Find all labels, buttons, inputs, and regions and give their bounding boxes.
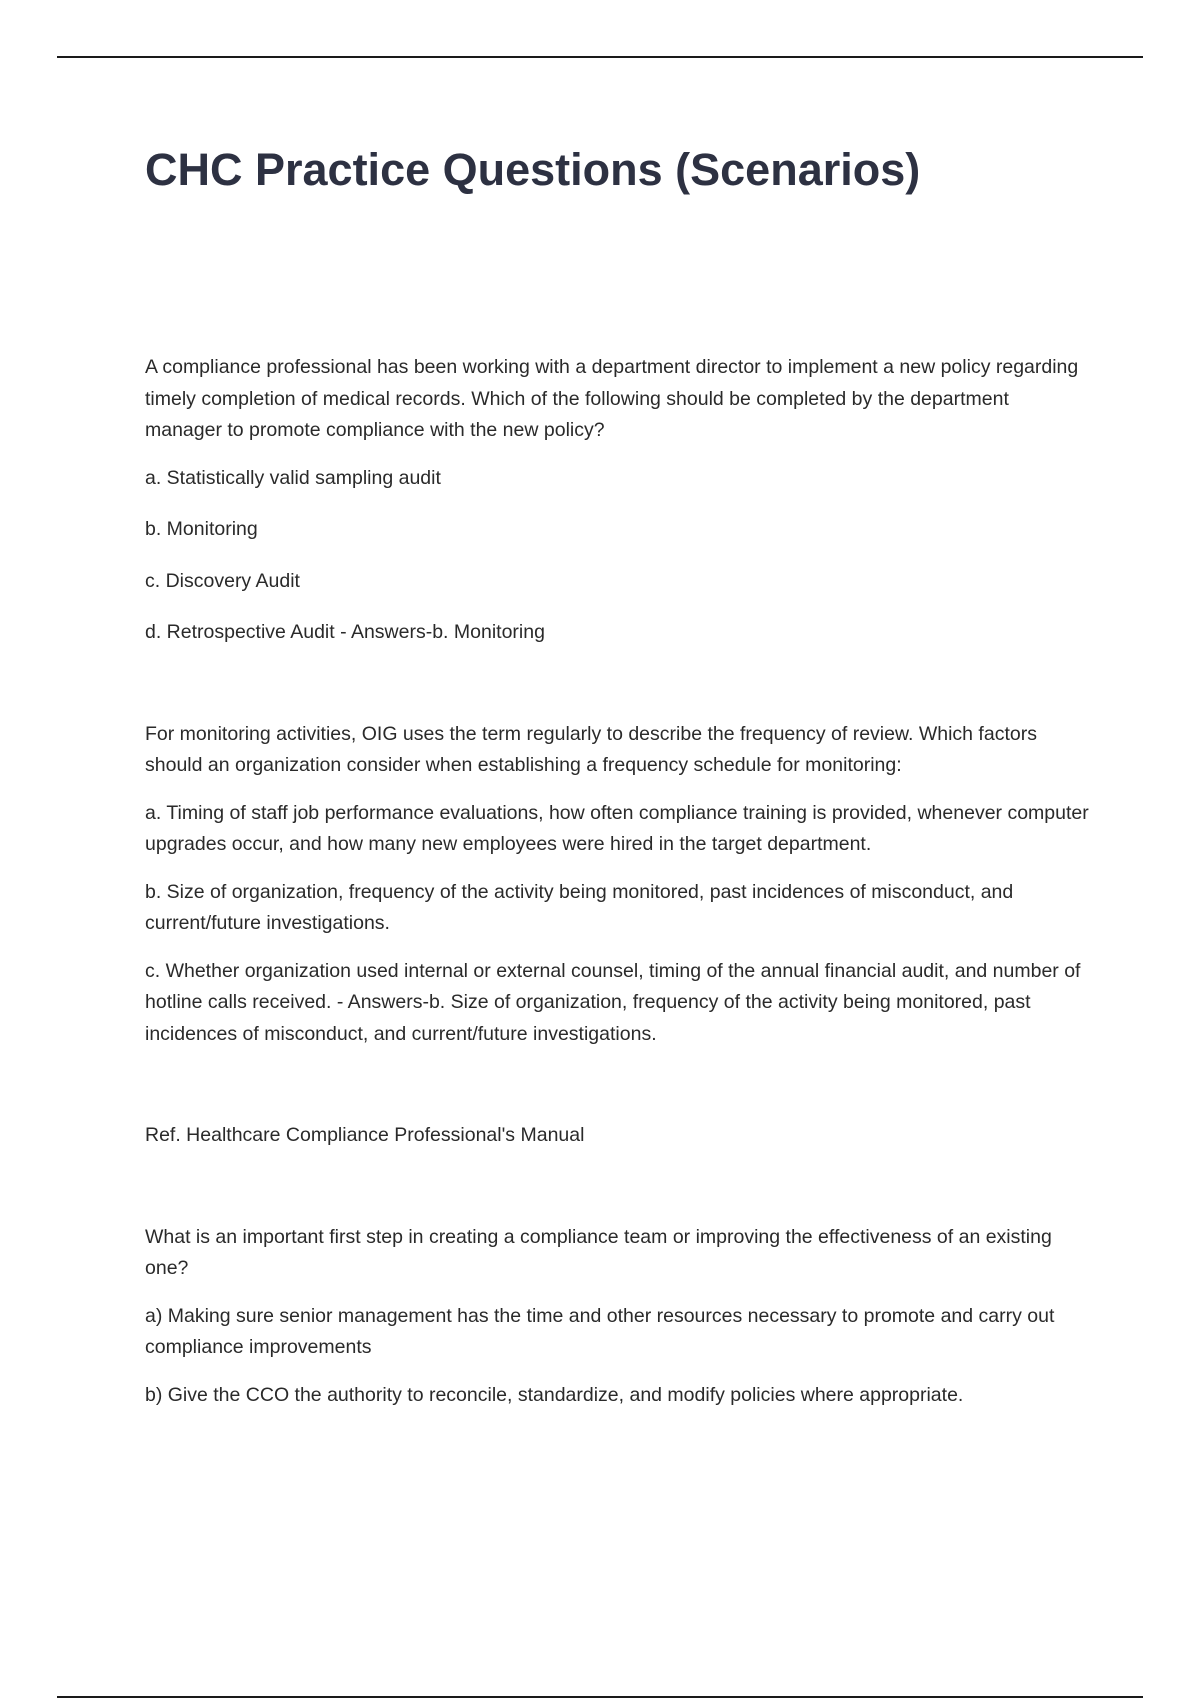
question-block-2: [145, 719, 1090, 1051]
answer-option: c. Discovery Audit: [145, 569, 300, 592]
header-rule: [57, 56, 1143, 58]
page-title: CHC Practice Questions (Scenarios): [145, 144, 921, 195]
answer-option: a) Making sure senior management has the time and other resources necessary to promote and carry out compliance improvements: [145, 1304, 1055, 1358]
reference-text: Ref. Healthcare Compliance Professional's Manual: [145, 1124, 585, 1146]
question-stem: A compliance professional has been working with a department director to implement a new policy regarding timely completion of medical records. Which of the following should be completed by the department manager to promote compliance with the new policy?: [145, 356, 1079, 441]
question-stem: What is an important first step in creating a compliance team or improving the effectiveness of an existing one?: [145, 1225, 1052, 1279]
answer-option: b. Monitoring: [145, 518, 258, 540]
question-block-3: [145, 1222, 1090, 1412]
answer-option: d. Retrospective Audit - Answers-b. Monitoring: [145, 621, 545, 643]
document-body: [145, 352, 1090, 1411]
answer-option: a. Timing of staff job performance evaluations, how often compliance training is provided, whenever computer upgrades occur, and how many new employees were hired in the target department.: [145, 801, 1089, 855]
footer-rule: [57, 1696, 1143, 1698]
answer-option: c. Whether organization used internal or external counsel, timing of the annual financial audit, and number of hotline calls received. - Answers-b. Size of organization, frequency of the activity being monitored, past incidences of misconduct, and current/future investigations.: [145, 959, 1081, 1045]
answer-option: a. Statistically valid sampling audit: [145, 466, 441, 489]
question-block-1: [145, 352, 1090, 649]
answer-option: b. Size of organization, frequency of the activity being monitored, past incidences of misconduct, and current/future investigations.: [145, 880, 1014, 934]
question-stem: For monitoring activities, OIG uses the term regularly to describe the frequency of review. Which factors should an organization consider when establishing a frequency schedule for monitoring:: [145, 722, 1037, 776]
reference-block: [145, 1120, 1090, 1152]
answer-option: b) Give the CCO the authority to reconcile, standardize, and modify policies where appropriate.: [145, 1383, 964, 1406]
